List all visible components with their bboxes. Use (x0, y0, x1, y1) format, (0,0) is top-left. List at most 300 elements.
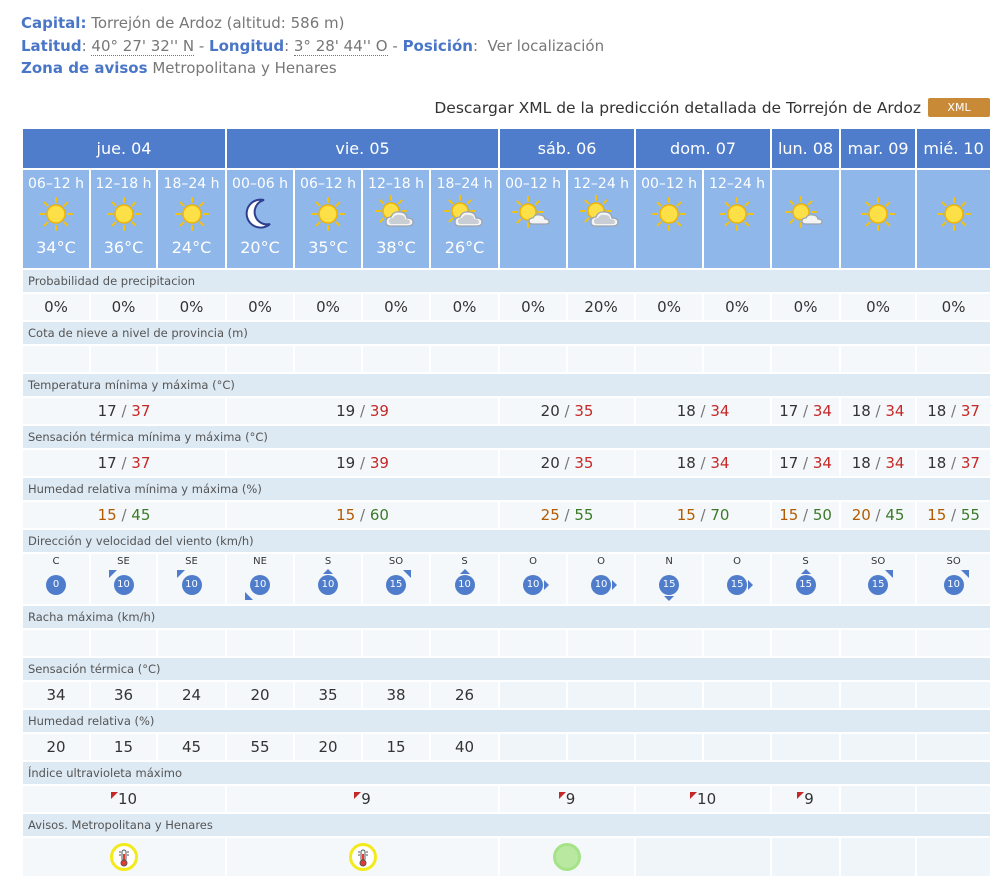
wind-speed: 10 (114, 575, 134, 595)
uv-value: 10 (697, 790, 717, 808)
feels-min: 18 (676, 454, 696, 472)
precip-prob-cell: 0% (499, 293, 567, 321)
humidity-hourly-cell: 20 (294, 733, 362, 761)
min-max-separator: / (946, 454, 961, 472)
sun-icon (158, 194, 225, 238)
wind-speed: 10 (182, 575, 202, 595)
humidity-hourly-cell (703, 733, 771, 761)
time-slot-temp: 35°C (308, 238, 348, 257)
gust-cell (90, 629, 157, 657)
min-max-separator: / (559, 454, 575, 472)
feels-min: 19 (336, 454, 356, 472)
gust-cell (840, 629, 916, 657)
wind-cell (771, 553, 840, 605)
sun-cloud-icon (568, 194, 634, 238)
time-slot-label (841, 176, 915, 192)
wind-badge (943, 574, 965, 596)
section-label: Racha máxima (km/h) (22, 605, 991, 629)
time-slot-label: 12–18 h (95, 176, 152, 192)
min-max-separator: / (355, 454, 370, 472)
warning-cell (635, 837, 771, 877)
humidity-hourly-cell: 55 (226, 733, 294, 761)
wind-cell (916, 553, 991, 605)
no-warning-icon[interactable] (553, 843, 581, 871)
min-max-separator: / (116, 454, 132, 472)
section-label-row (22, 529, 991, 553)
snow-level-cell (22, 345, 90, 373)
wind-cell (567, 553, 635, 605)
time-slot-label: 06–12 h (300, 176, 356, 192)
wind-direction: SO (946, 556, 961, 567)
wind-cell (499, 553, 567, 605)
warning-cell (771, 837, 840, 877)
day-header[interactable]: sáb. 06 (499, 128, 635, 169)
humidity-min: 15 (336, 506, 356, 524)
wind-direction: NE (253, 556, 267, 567)
wind-arrow-icon (109, 570, 117, 578)
latitude-label: Latitud (21, 36, 82, 55)
feels-row (22, 449, 991, 477)
feels-max: 39 (369, 454, 389, 472)
wind-speed: 15 (386, 575, 406, 595)
wind-badge (113, 574, 135, 596)
humidity-max: 70 (710, 506, 730, 524)
warning-cell (916, 837, 991, 877)
capital-label: Capital: (21, 14, 87, 32)
gust-cell (703, 629, 771, 657)
day-header[interactable]: lun. 08 (771, 128, 840, 169)
min-max-separator: / (695, 506, 711, 524)
time-slot-cell (840, 169, 916, 269)
precip-prob-cell: 0% (22, 293, 90, 321)
wind-badge (522, 574, 544, 596)
day-header[interactable]: jue. 04 (22, 128, 226, 169)
min-max-separator: / (559, 402, 575, 420)
time-slot-label: 00–12 h (641, 176, 698, 192)
uv-cell (635, 785, 771, 813)
wind-row (22, 553, 991, 605)
sun-icon (917, 194, 990, 238)
precip-prob-cell: 0% (840, 293, 916, 321)
uv-value: 10 (117, 790, 138, 808)
precip-prob-cell: 0% (703, 293, 771, 321)
temp-cell (840, 397, 916, 425)
position-label: Posición (402, 36, 473, 55)
time-slot-label: 18–24 h (163, 176, 220, 192)
humidity-hourly-cell (840, 733, 916, 761)
gust-cell (567, 629, 635, 657)
humidity-cell (635, 501, 771, 529)
warning-cell (840, 837, 916, 877)
humidity-min: 20 (851, 506, 871, 524)
precip-prob-cell: 20% (567, 293, 635, 321)
longitude-value: 3° 28' 44'' O (293, 36, 388, 55)
gust-cell (362, 629, 430, 657)
feels-min: 20 (540, 454, 560, 472)
temp-min: 19 (336, 402, 356, 420)
min-max-separator: / (355, 506, 370, 524)
snow-level-cell (157, 345, 226, 373)
wind-speed: 10 (318, 575, 338, 595)
section-label: Humedad relativa (%) (22, 709, 991, 733)
wind-speed: 10 (523, 575, 543, 595)
feels-hourly-cell: 20 (226, 681, 294, 709)
time-slot-cell (226, 169, 294, 269)
wind-cell (635, 553, 703, 605)
snow-level-cell (703, 345, 771, 373)
uv-value: 9 (565, 790, 576, 808)
time-slot-temp: 20°C (240, 238, 280, 257)
section-label-row (22, 321, 991, 345)
humidity-hourly-row (22, 733, 991, 761)
forecast-table (21, 127, 992, 878)
feels-hourly-cell (916, 681, 991, 709)
time-slot-cell (635, 169, 703, 269)
precip-prob-cell: 0% (226, 293, 294, 321)
latitude-value: 40° 27' 32'' N (91, 36, 195, 55)
snow-level-cell (771, 345, 840, 373)
gust-cell (226, 629, 294, 657)
snow-level-cell (362, 345, 430, 373)
wind-speed: 0 (46, 575, 66, 595)
feels-cell (226, 449, 499, 477)
precip-prob-cell: 0% (362, 293, 430, 321)
sun-small-cloud-icon (772, 194, 839, 238)
wind-arrow-icon (748, 580, 753, 590)
humidity-cell (771, 501, 840, 529)
feels-hourly-cell (703, 681, 771, 709)
time-slot-temp: 34°C (36, 238, 76, 257)
wind-direction: S (324, 556, 332, 567)
wind-cell (430, 553, 499, 605)
wind-cell (840, 553, 916, 605)
feels-hourly-cell (635, 681, 703, 709)
temp-min: 18 (927, 402, 947, 420)
time-slot-label (772, 176, 839, 192)
gust-cell (430, 629, 499, 657)
humidity-max: 45 (131, 506, 151, 524)
uv-cell (916, 785, 991, 813)
wind-arrow-icon (177, 570, 185, 578)
section-label-row (22, 425, 991, 449)
uv-value: 9 (361, 790, 371, 808)
day-header[interactable]: mar. 09 (840, 128, 916, 169)
humidity-max: 45 (885, 506, 905, 524)
precip-prob-cell: 0% (916, 293, 991, 321)
zona-label: Zona de avisos (21, 59, 148, 77)
sun-icon (23, 194, 89, 238)
section-label: Humedad relativa mínima y máxima (%) (22, 477, 991, 501)
time-slot-label: 18–24 h (436, 176, 493, 192)
time-slot-cell (90, 169, 157, 269)
wind-direction: SE (117, 556, 130, 567)
min-max-separator: / (116, 506, 132, 524)
sun-cloud-icon (363, 194, 429, 238)
wind-speed: 10 (591, 575, 611, 595)
wind-badge (795, 574, 817, 596)
wind-direction: SO (870, 556, 886, 567)
feels-max: 35 (574, 454, 594, 472)
precip-prob-cell: 0% (157, 293, 226, 321)
time-slot-temp: 36°C (103, 238, 144, 257)
temp-min: 18 (851, 402, 871, 420)
humidity-cell (916, 501, 991, 529)
min-max-separator: / (355, 402, 370, 420)
feels-hourly-row (22, 681, 991, 709)
humidity-hourly-cell: 20 (22, 733, 90, 761)
day-header[interactable]: vie. 05 (226, 128, 499, 169)
wind-badge (454, 574, 476, 596)
wind-direction: N (665, 556, 673, 567)
section-label-row (22, 269, 991, 293)
feels-max: 34 (885, 454, 905, 472)
wind-direction: SO (388, 556, 404, 567)
temp-cell (226, 397, 499, 425)
humidity-max: 55 (574, 506, 594, 524)
feels-hourly-cell: 36 (90, 681, 157, 709)
download-xml-link[interactable]: Descargar XML de la predicción detallada de Torrejón de Ardoz (434, 98, 921, 117)
wind-cell (157, 553, 226, 605)
gust-cell (294, 629, 362, 657)
feels-cell (840, 449, 916, 477)
wind-badge (45, 574, 67, 596)
wind-direction: O (733, 556, 742, 567)
thermometer-warning-icon[interactable] (110, 843, 138, 871)
wind-arrow-icon (664, 596, 674, 601)
feels-hourly-cell (499, 681, 567, 709)
feels-min: 17 (97, 454, 117, 472)
precip-prob-row (22, 293, 991, 321)
feels-max: 37 (131, 454, 151, 472)
humidity-cell (226, 501, 499, 529)
humidity-cell (22, 501, 226, 529)
uv-cell (771, 785, 840, 813)
humidity-hourly-cell (916, 733, 991, 761)
warning-cell (499, 837, 635, 877)
humidity-hourly-cell: 15 (362, 733, 430, 761)
humidity-max: 60 (369, 506, 389, 524)
wind-arrow-icon (961, 570, 969, 578)
wind-direction: O (597, 556, 605, 567)
wind-badge (249, 574, 271, 596)
uv-flag-icon (559, 792, 566, 799)
temp-cell (499, 397, 635, 425)
download-xml-row (434, 98, 990, 117)
wind-arrow-icon (245, 592, 253, 600)
wind-cell (22, 553, 90, 605)
wind-arrow-icon (801, 569, 811, 574)
wind-speed: 15 (727, 575, 747, 595)
precip-prob-cell: 0% (771, 293, 840, 321)
sun-icon (704, 194, 770, 238)
zona-value: Metropolitana y Henares (152, 59, 337, 77)
section-label: Probabilidad de precipitacion (22, 269, 991, 293)
gust-row (22, 629, 991, 657)
feels-min: 17 (779, 454, 799, 472)
min-max-separator: / (695, 454, 711, 472)
wind-badge (181, 574, 203, 596)
time-slot-cell (499, 169, 567, 269)
temp-cell (635, 397, 771, 425)
temp-max: 39 (369, 402, 389, 420)
time-slot-label: 00–06 h (232, 176, 288, 192)
day-header[interactable]: mié. 10 (916, 128, 991, 169)
wind-arrow-icon (612, 580, 617, 590)
feels-cell (771, 449, 840, 477)
warning-cell (22, 837, 226, 877)
precip-prob-cell: 0% (294, 293, 362, 321)
humidity-hourly-cell (771, 733, 840, 761)
day-header[interactable]: dom. 07 (635, 128, 771, 169)
position-link[interactable]: Ver localización (487, 36, 605, 55)
gust-cell (499, 629, 567, 657)
time-slot-label: 00–12 h (505, 176, 562, 192)
temp-max: 34 (885, 402, 905, 420)
gust-cell (157, 629, 226, 657)
gust-cell (771, 629, 840, 657)
feels-hourly-cell (771, 681, 840, 709)
wind-cell (294, 553, 362, 605)
temp-max: 37 (960, 402, 980, 420)
gust-cell (916, 629, 991, 657)
wind-arrow-icon (885, 570, 893, 578)
section-label-row (22, 709, 991, 733)
precip-prob-cell: 0% (430, 293, 499, 321)
sun-icon (295, 194, 361, 238)
snow-level-row (22, 345, 991, 373)
wind-badge (726, 574, 748, 596)
min-max-separator: / (798, 454, 813, 472)
humidity-min: 25 (540, 506, 560, 524)
feels-cell (22, 449, 226, 477)
temp-min: 20 (540, 402, 560, 420)
uv-cell (840, 785, 916, 813)
coords-line: Latitud: 40° 27' 32'' N - Longitud: 3° 28' 44'' O - Posición: Ver localización (21, 36, 605, 55)
time-slot-cell (703, 169, 771, 269)
uv-value: 9 (804, 790, 814, 808)
humidity-min: 15 (927, 506, 947, 524)
location-info (21, 12, 604, 80)
time-slot-label: 12–24 h (573, 176, 630, 192)
xml-badge-button[interactable]: XML (928, 98, 990, 117)
feels-cell (916, 449, 991, 477)
wind-speed: 10 (250, 575, 270, 595)
sun-cloud-icon (431, 194, 498, 238)
min-max-separator: / (559, 506, 575, 524)
feels-hourly-cell: 38 (362, 681, 430, 709)
min-max-separator: / (798, 506, 813, 524)
wind-badge (590, 574, 612, 596)
feels-cell (499, 449, 635, 477)
section-label: Sensación térmica mínima y máxima (°C) (22, 425, 991, 449)
section-label: Índice ultravioleta máximo (22, 761, 991, 785)
wind-direction: C (52, 556, 60, 567)
feels-hourly-cell: 26 (430, 681, 499, 709)
sun-icon (91, 194, 156, 238)
feels-min: 18 (851, 454, 871, 472)
precip-prob-cell: 0% (90, 293, 157, 321)
time-slot-temp: 24°C (171, 238, 212, 257)
humidity-min: 15 (97, 506, 117, 524)
section-label-row (22, 657, 991, 681)
sun-small-cloud-icon (500, 194, 566, 238)
wind-badge (385, 574, 407, 596)
warning-cell (226, 837, 499, 877)
sun-icon (841, 194, 915, 238)
wind-arrow-icon (544, 580, 549, 590)
feels-hourly-cell (567, 681, 635, 709)
feels-hourly-cell: 35 (294, 681, 362, 709)
time-slot-cell (362, 169, 430, 269)
uv-row (22, 785, 991, 813)
min-max-separator: / (116, 402, 132, 420)
temp-max: 34 (812, 402, 832, 420)
wind-arrow-icon (403, 570, 411, 578)
time-slot-cell (916, 169, 991, 269)
zona-line (21, 57, 604, 80)
humidity-row (22, 501, 991, 529)
section-label: Dirección y velocidad del viento (km/h) (22, 529, 991, 553)
section-label-row (22, 477, 991, 501)
humidity-hourly-cell: 15 (90, 733, 157, 761)
humidity-hourly-cell: 40 (430, 733, 499, 761)
wind-speed: 10 (455, 575, 475, 595)
section-label-row (22, 761, 991, 785)
wind-badge (867, 574, 889, 596)
temp-min: 18 (676, 402, 696, 420)
feels-hourly-cell (840, 681, 916, 709)
temp-min: 17 (779, 402, 799, 420)
snow-level-cell (430, 345, 499, 373)
uv-flag-icon (690, 792, 697, 799)
feels-max: 34 (812, 454, 832, 472)
wind-arrow-icon (460, 569, 470, 574)
section-label-row (22, 373, 991, 397)
gust-cell (22, 629, 90, 657)
humidity-cell (499, 501, 635, 529)
temp-min: 17 (97, 402, 117, 420)
time-slot-cell (157, 169, 226, 269)
feels-hourly-cell: 34 (22, 681, 90, 709)
min-max-separator: / (695, 402, 711, 420)
wind-direction: SE (185, 556, 198, 567)
uv-flag-icon (111, 792, 118, 799)
longitude-label: Longitud (209, 36, 285, 55)
humidity-min: 15 (676, 506, 696, 524)
min-max-separator: / (946, 506, 961, 524)
snow-level-cell (840, 345, 916, 373)
feels-max: 34 (710, 454, 730, 472)
time-slot-cell (567, 169, 635, 269)
temp-max: 35 (574, 402, 594, 420)
min-max-separator: / (870, 506, 886, 524)
precip-prob-cell: 0% (635, 293, 703, 321)
humidity-hourly-cell (499, 733, 567, 761)
min-max-separator: / (870, 454, 886, 472)
section-label: Temperatura mínima y máxima (°C) (22, 373, 991, 397)
temp-cell (22, 397, 226, 425)
wind-speed: 10 (944, 575, 964, 595)
temp-cell (771, 397, 840, 425)
wind-speed: 15 (796, 575, 816, 595)
thermometer-warning-icon[interactable] (349, 843, 377, 871)
uv-cell (22, 785, 226, 813)
time-slot-temp: 38°C (376, 238, 416, 257)
temp-cell (916, 397, 991, 425)
humidity-hourly-cell: 45 (157, 733, 226, 761)
section-label-row (22, 605, 991, 629)
uv-cell (499, 785, 635, 813)
